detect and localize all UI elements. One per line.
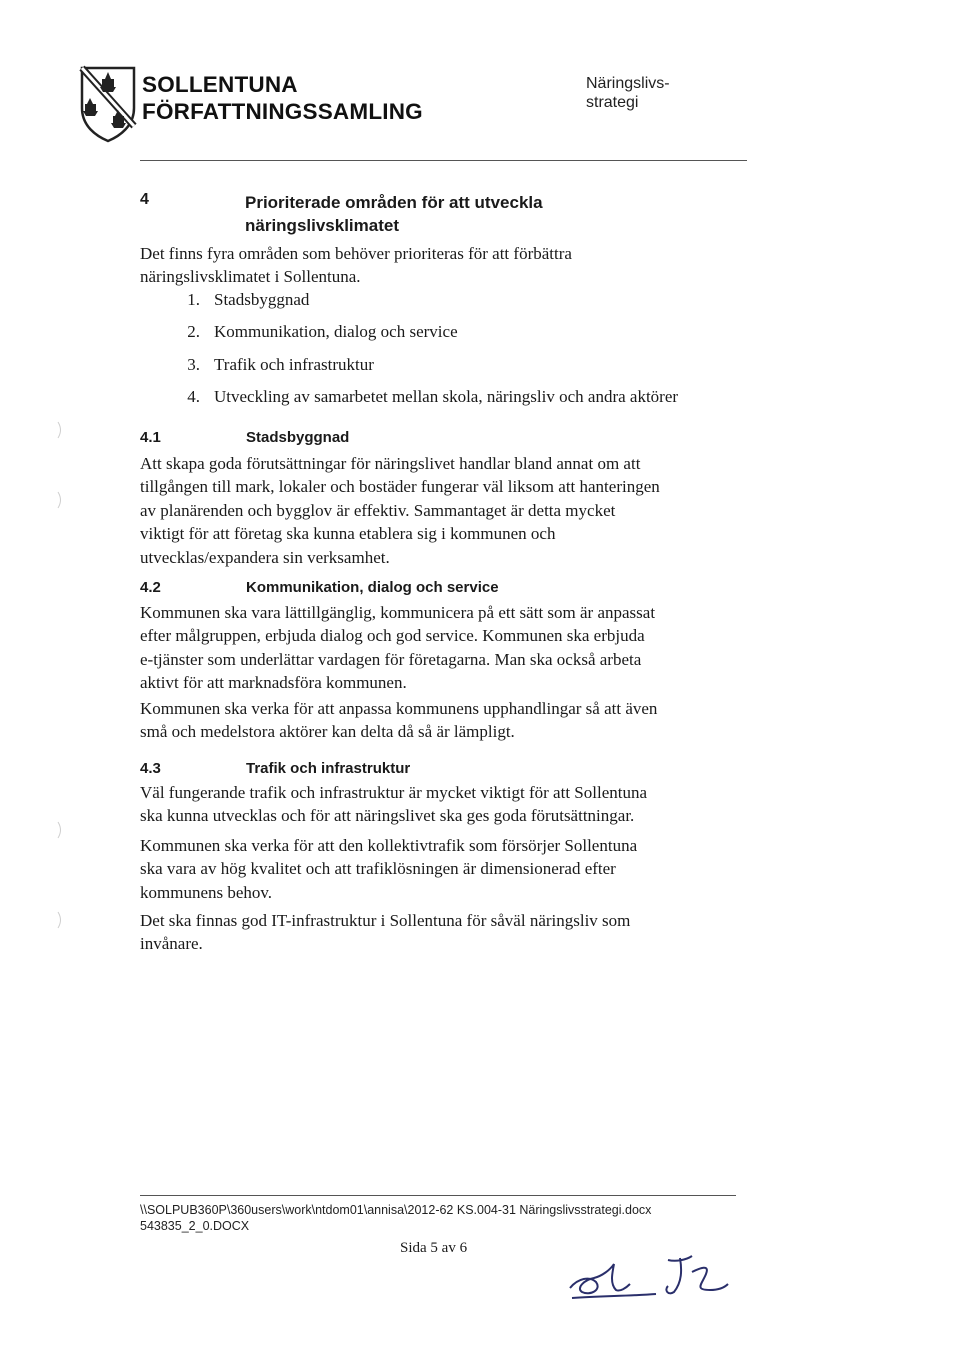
list-item-number: 4. [187,386,200,406]
subsection-number: 4.1 [140,429,161,446]
footer-file-path [140,1202,651,1234]
subsection-paragraph [140,601,740,695]
subsection-heading [140,760,410,777]
header-divider [140,160,747,161]
org-name-line1: SOLLENTUNA [142,72,298,97]
scan-margin-marks [50,420,70,980]
paragraph-line: Väl fungerande trafik och infrastruktur är mycket viktigt för att Sollentuna [140,783,648,802]
paragraph-line: små och medelstora aktörer kan delta då så är lämpligt. [140,722,515,742]
paragraph-line: tillgången till mark, lokaler och bostäder fungerar väl liksom att hanteringen [140,477,660,497]
list-item-text: Trafik och infrastruktur [214,354,374,374]
paragraph-line: ska vara av hög kvalitet och att trafiklösningen är dimensionerad efter [140,859,616,879]
list-item [160,387,678,419]
file-id-line: 543835_2_0.DOCX [140,1219,250,1233]
list-item-number: 1. [187,290,200,309]
subsection-title: Trafik och infrastruktur [246,760,411,777]
intro-line: näringslivsklimatet i Sollentuna. [140,267,361,287]
subsection-heading [140,429,349,446]
paragraph-line: Det ska finnas god IT-infrastruktur i Sollentuna för såväl näringsliv som [140,911,631,930]
paragraph-line: kommunens behov. [140,882,273,902]
paragraph-line: av planärenden och bygglov är effektiv. Sammantaget är detta mycket [140,500,616,520]
section-number: 4 [140,191,149,208]
subsection-number: 4.2 [140,579,161,596]
paragraph-line: viktigt för att företag ska kunna etablera sig i kommunen och [140,524,556,544]
doc-label-line1: Näringslivs- [586,75,670,92]
intro-line: Det finns fyra områden som behöver prioriteras för att förbättra [140,244,572,263]
paragraph-line: ska kunna utvecklas och för att näringslivet ska ges goda förutsättningar. [140,806,635,826]
subsection-paragraph [140,697,740,744]
paragraph-line: e-tjänster som underlättar vardagen för företagarna. Man ska också arbeta [140,649,642,669]
subsection-number: 4.3 [140,760,161,777]
section-title-line1: Prioriterade områden för att utveckla [245,193,543,212]
list-item-text: Kommunikation, dialog och service [214,322,458,342]
subsection-paragraph [140,834,740,904]
coat-of-arms-logo [78,64,138,144]
paragraph-line: efter målgruppen, erbjuda dialog och god service. Kommunen ska erbjuda [140,626,645,646]
subsection-heading [140,579,499,596]
organization-name [142,71,423,125]
doc-label-line2: strategi [586,94,639,111]
paragraph-line: aktivt för att marknadsföra kommunen. [140,673,407,693]
section-title [245,191,645,237]
page-number: Sida 5 av 6 [400,1240,468,1256]
paragraph-line: Kommunen ska verka för att anpassa kommunens upphandlingar så att även [140,699,658,718]
file-path-line: \\SOLPUB360P\360users\work\ntdom01\annisa\2012-62 KS.004-31 Näringslivsstrategi.docx [140,1203,652,1217]
list-item [160,322,678,354]
footer-divider [140,1195,736,1196]
list-item-text: Stadsbyggnad [214,290,310,309]
paragraph-line: Kommunen ska verka för att den kollektivtrafik som försörjer Sollentuna [140,836,638,855]
org-name-line2: FÖRFATTNINGSSAMLING [142,99,423,124]
list-item [160,290,678,322]
paragraph-line: invånare. [140,934,203,954]
subsection-paragraph [140,909,740,956]
paragraph-line: Att skapa goda förutsättningar för näringslivet handlar bland annat om att [140,454,641,473]
document-label [586,74,706,112]
subsection-paragraph [140,781,740,828]
list-item-number: 2. [187,322,200,342]
subsection-title: Kommunikation, dialog och service [246,579,499,596]
section-title-line2: näringslivsklimatet [245,216,400,235]
section-intro [140,242,740,289]
paragraph-line: utvecklas/expandera sin verksamhet. [140,547,390,567]
list-item-text: Utveckling av samarbetet mellan skola, näringsliv och andra aktörer [214,386,679,406]
subsection-paragraph [140,452,740,569]
priority-list [160,290,678,419]
subsection-title: Stadsbyggnad [246,429,350,446]
list-item [160,355,678,387]
paragraph-line: Kommunen ska vara lättillgänglig, kommunicera på ett sätt som är anpassat [140,603,656,622]
list-item-number: 3. [187,354,200,374]
handwritten-initials [560,1240,740,1310]
